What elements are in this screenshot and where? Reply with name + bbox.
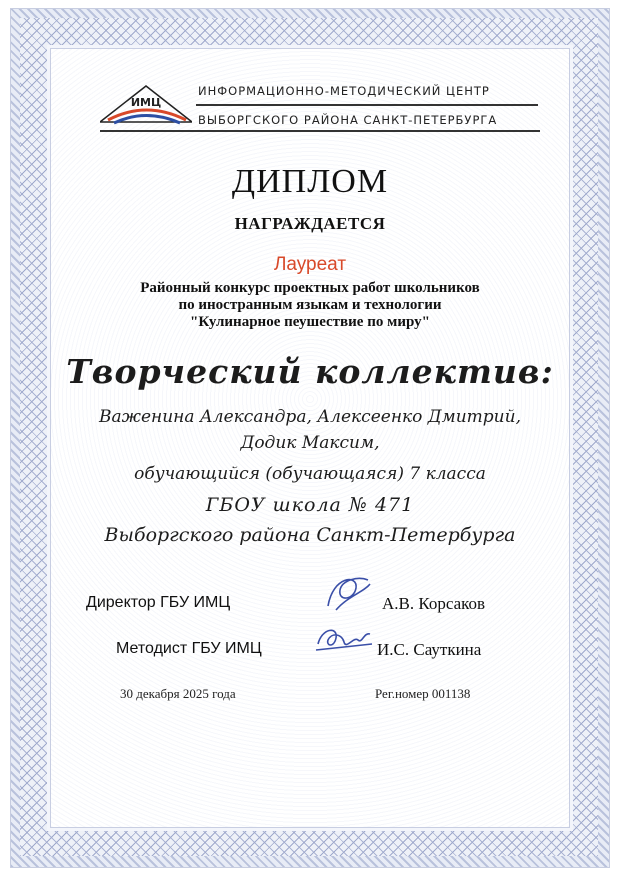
awarded-label: НАГРАЖДАЕТСЯ: [234, 214, 386, 233]
org-name-line2: ВЫБОРГСКОГО РАЙОНА САНКТ-ПЕТЕРБУРГА: [198, 113, 498, 127]
logo-text: ИМЦ: [130, 96, 162, 109]
grade-line: обучающийся (обучающаяся) 7 класса: [134, 464, 486, 484]
recipient-names: Важенина Александра, Алексеенко Дмитрий,: [99, 407, 521, 427]
header-divider: [196, 104, 538, 106]
school-name: ГБОУ школа № 471: [205, 494, 415, 516]
issue-date: 30 декабря 2025 года: [120, 686, 236, 701]
org-name-line1: ИНФОРМАЦИОННО-МЕТОДИЧЕСКИЙ ЦЕНТР: [198, 84, 490, 98]
contest-line: по иностранным языкам и технологии: [178, 297, 442, 313]
methodist-name: И.С. Сауткина: [377, 640, 482, 659]
contest-line: "Кулинарное пеушествие по миру": [190, 314, 430, 330]
team-heading: Творческий коллектив:: [66, 352, 554, 391]
laureate-label: Лауреат: [273, 254, 347, 275]
director-name: А.В. Корсаков: [382, 594, 486, 613]
methodist-title: Методист ГБУ ИМЦ: [116, 640, 262, 657]
district-name: Выборгского района Санкт-Петербурга: [104, 524, 516, 546]
handwritten-signature: [298, 566, 388, 666]
recipient-names: Додик Максим,: [240, 433, 380, 453]
director-title: Директор ГБУ ИМЦ: [86, 594, 231, 611]
contest-line: Районный конкурс проектных работ школьников: [140, 280, 480, 296]
imc-logo-icon: [100, 82, 192, 126]
registration-number: Рег.номер 001138: [375, 686, 471, 701]
header-divider-bottom: [100, 130, 540, 132]
diploma-title: ДИПЛОМ: [231, 163, 389, 200]
contest-description: [0, 280, 620, 331]
